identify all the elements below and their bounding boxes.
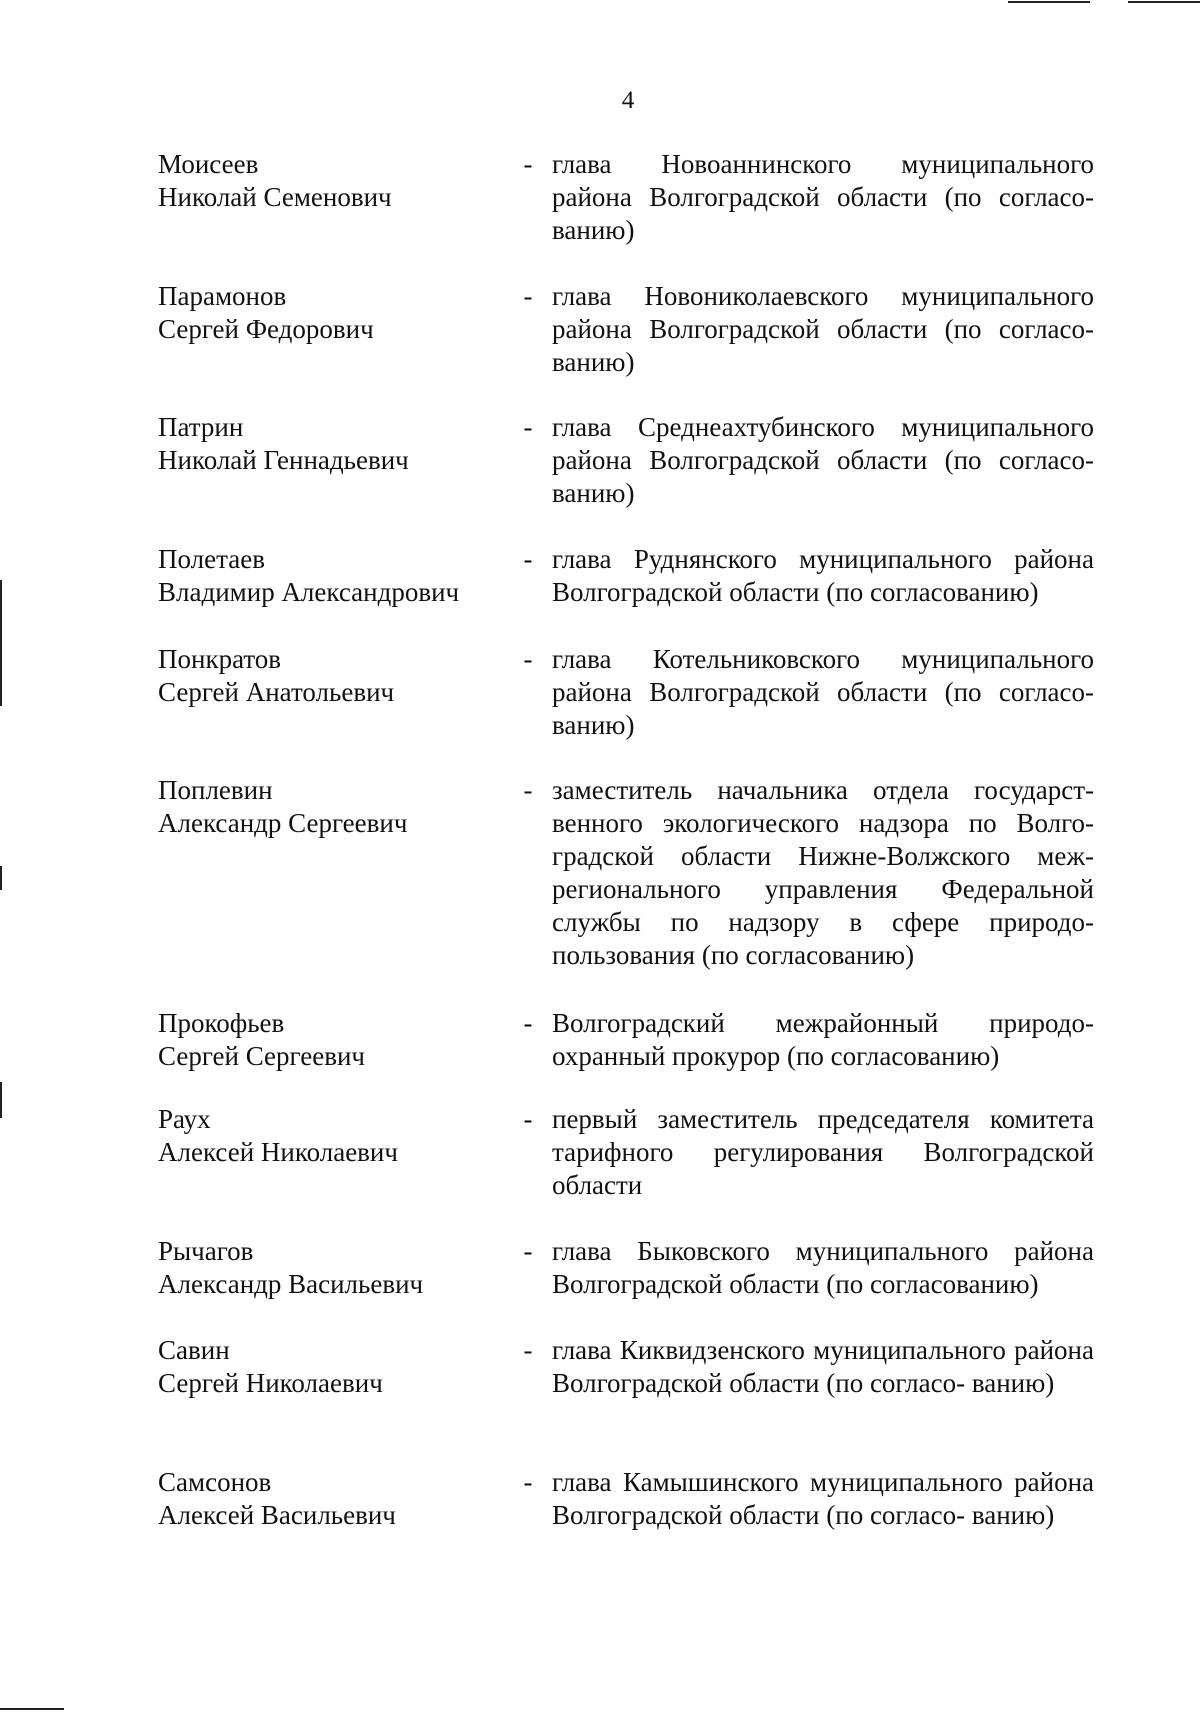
member-surname: Патрин [158, 412, 244, 442]
member-given-name: Александр Васильевич [158, 1269, 424, 1299]
member-surname: Самсонов [158, 1467, 272, 1497]
scan-mark-left-1 [0, 580, 2, 706]
member-name [158, 148, 518, 214]
member-given-name: Николай Семенович [158, 182, 392, 212]
member-surname: Рычагов [158, 1236, 254, 1266]
member-role: Волгоградский межрайонный природо- охранный прокурор (по согласованию) [552, 1008, 1094, 1071]
member-name [158, 1235, 518, 1301]
scan-mark-left-3 [0, 1082, 2, 1118]
member-role: глава Быковского муниципального района Волгоградской области (по согласованию) [552, 1236, 1094, 1299]
member-role: заместитель начальника отдела государст- венного экологического надзора по Волго- градской области Нижне-Волжского меж- регионального управления Федеральной службы по надзору в сфере природо- пользования (по согласованию) [552, 775, 1094, 970]
entry-dash: - [523, 412, 533, 442]
entry-dash: - [523, 281, 533, 311]
scan-mark-top-right-2 [1128, 1, 1200, 3]
member-name [158, 1007, 518, 1073]
member-role: глава Новоаннинского муниципального района Волгоградской области (по согласо- ванию) [552, 149, 1094, 245]
member-given-name: Алексей Николаевич [158, 1137, 398, 1167]
member-name [158, 1334, 518, 1400]
entry-dash: - [523, 1008, 533, 1038]
member-role: глава Киквидзенского муниципального района Волгоградской области (по согласо- ванию) [552, 1335, 1094, 1398]
member-role: глава Руднянского муниципального района Волгоградской области (по согласованию) [552, 544, 1094, 607]
member-role: глава Новониколаевского муниципального района Волгоградской области (по согласо- ванию) [552, 281, 1094, 377]
member-given-name: Николай Геннадьевич [158, 445, 409, 475]
member-name [158, 1103, 518, 1169]
member-surname: Понкратов [158, 644, 282, 674]
member-surname: Раух [158, 1104, 211, 1134]
page-number: 4 [621, 87, 635, 114]
member-name [158, 411, 518, 477]
entry-dash: - [523, 1467, 533, 1497]
entry-dash: - [523, 544, 533, 574]
member-surname: Парамонов [158, 281, 287, 311]
entry-dash: - [523, 775, 533, 805]
member-given-name: Владимир Александрович [158, 577, 460, 607]
member-surname: Моисеев [158, 149, 259, 179]
member-surname: Прокофьев [158, 1008, 285, 1038]
member-given-name: Алексей Васильевич [158, 1500, 396, 1530]
entry-dash: - [523, 1236, 533, 1266]
member-name [158, 643, 518, 709]
member-given-name: Александр Сергеевич [158, 808, 408, 838]
entry-dash: - [523, 149, 533, 179]
member-name [158, 543, 518, 609]
member-name [158, 774, 518, 840]
member-role: глава Камышинского муниципального района Волгоградской области (по согласо- ванию) [552, 1467, 1094, 1530]
member-surname: Поплевин [158, 775, 273, 805]
member-given-name: Сергей Николаевич [158, 1368, 383, 1398]
scan-mark-top-right-1 [1008, 1, 1090, 3]
member-surname: Савин [158, 1335, 230, 1365]
member-given-name: Сергей Сергеевич [158, 1041, 366, 1071]
member-role: первый заместитель председателя комитета тарифного регулирования Волгоградской области [552, 1104, 1094, 1200]
member-given-name: Сергей Федорович [158, 314, 374, 344]
scan-mark-left-2 [0, 866, 2, 890]
member-role: глава Котельниковского муниципального района Волгоградской области (по согласо- ванию) [552, 644, 1094, 740]
entry-dash: - [523, 1335, 533, 1365]
scan-mark-bottom-left [0, 1708, 64, 1710]
member-name [158, 1466, 518, 1532]
entry-dash: - [523, 644, 533, 674]
member-name [158, 280, 518, 346]
member-given-name: Сергей Анатольевич [158, 677, 395, 707]
entry-dash: - [523, 1104, 533, 1134]
member-surname: Полетаев [158, 544, 265, 574]
member-role: глава Среднеахтубинского муниципального района Волгоградской области (по согласо- ванию) [552, 412, 1094, 508]
